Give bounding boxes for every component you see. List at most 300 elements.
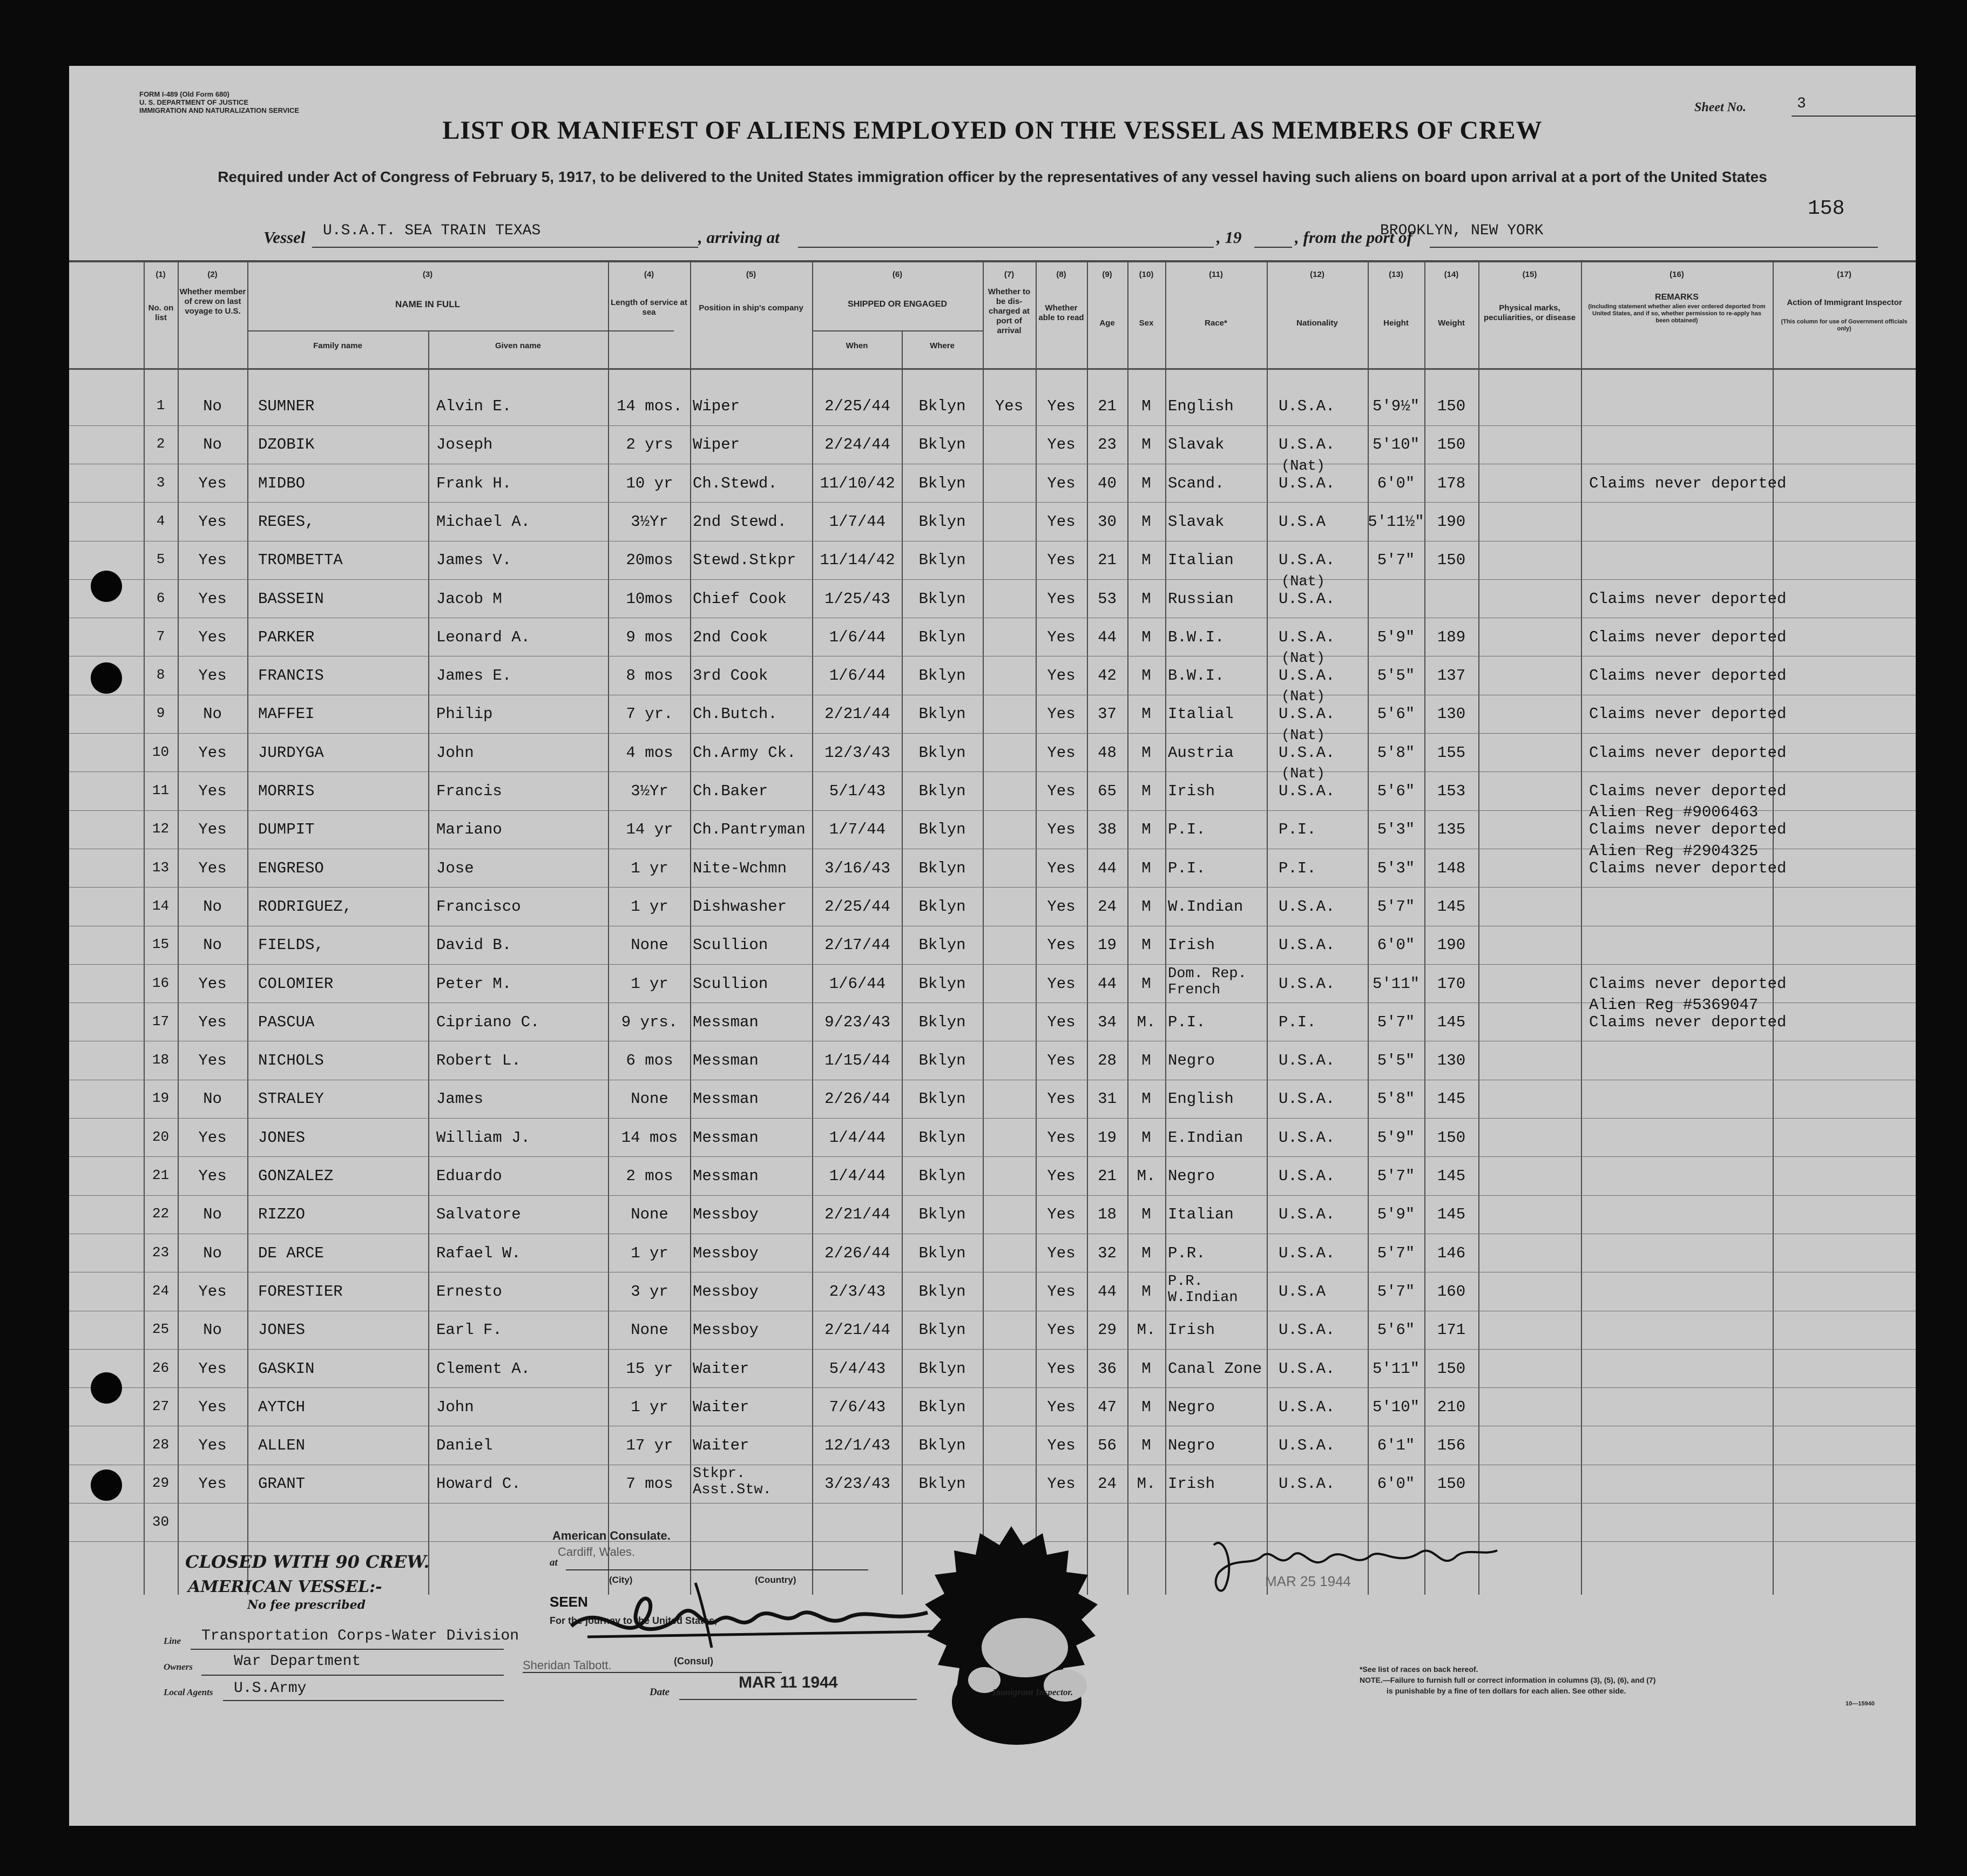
cell-nationality: U.S.A. [1279, 897, 1335, 916]
cell-given-name: William J. [436, 1128, 531, 1147]
cell-height: 5'7" [1377, 1013, 1415, 1031]
cell-when: 1/6/44 [829, 667, 886, 685]
col-divider [247, 261, 248, 1595]
cell-position: Messboy [693, 1244, 759, 1262]
cell-height: 5'7" [1377, 1244, 1415, 1262]
col-divider [1036, 261, 1037, 1595]
vessel-label: Vessel [263, 228, 306, 247]
cell-sex: M [1141, 436, 1151, 454]
cell-no: 1 [156, 397, 165, 414]
cell-height: 5'7" [1377, 551, 1415, 570]
cell-read: Yes [1047, 1282, 1076, 1301]
cell-position: 2nd Cook [693, 628, 768, 646]
cell-where: Bklyn [918, 705, 966, 723]
cell-nationality: U.S.A. [1279, 1052, 1335, 1070]
cell-nationality-note: (Nat) [1281, 766, 1326, 782]
cell-member: No [203, 1090, 222, 1108]
cell-sex: M [1141, 1282, 1151, 1301]
cell-given-name: James V. [436, 551, 512, 570]
cell-no: 18 [152, 1052, 170, 1068]
cell-where: Bklyn [918, 821, 966, 839]
cell-race: Negro [1168, 1167, 1215, 1185]
cell-when: 2/25/44 [824, 897, 890, 916]
cell-height: 5'7" [1377, 1167, 1415, 1185]
cell-weight: 150 [1437, 551, 1466, 570]
cell-member: No [203, 436, 222, 454]
consulate-label: American Consulate. [552, 1529, 671, 1542]
cell-race: P.I. [1168, 859, 1206, 877]
cell-when: 2/26/44 [824, 1244, 890, 1262]
cell-read: Yes [1047, 897, 1076, 916]
cell-length: 2 mos [626, 1167, 673, 1185]
cell-remarks: Claims never deported [1589, 1013, 1787, 1031]
cell-height: 5'7" [1377, 1282, 1415, 1301]
cell-weight: 137 [1437, 667, 1466, 685]
owners-label: Owners [164, 1662, 193, 1672]
cell-sex: M [1141, 1205, 1151, 1224]
cell-nationality-note: (Nat) [1281, 651, 1326, 667]
cell-length: 1 yr [631, 974, 668, 993]
cell-position: Chief Cook [693, 590, 787, 608]
cell-family-name: JURDYGA [258, 743, 324, 762]
cell-family-name: DZOBIK [258, 436, 315, 454]
cell-when: 2/3/43 [829, 1282, 886, 1301]
cell-where: Bklyn [918, 897, 966, 916]
cell-family-name: NICHOLS [258, 1052, 324, 1070]
cell-where: Bklyn [918, 1013, 966, 1031]
cell-nationality: U.S.A. [1279, 1205, 1335, 1224]
cell-given-name: Mariano [436, 821, 502, 839]
cell-age: 30 [1098, 512, 1117, 531]
cell-family-name: JONES [258, 1321, 306, 1339]
cell-height: 5'11" [1372, 1359, 1420, 1378]
date-label: Date [650, 1687, 670, 1698]
cell-read: Yes [1047, 1167, 1076, 1185]
cell-given-name: Jacob M [436, 590, 502, 608]
cell-where: Bklyn [918, 859, 966, 877]
consulate-at-label: at [550, 1557, 558, 1568]
page-subtitle: Required under Act of Congress of February 5, 1917, to be delivered to the United States immigration officer by the representatives of any vessel having such aliens on board upon arrival at a port of the United States [218, 168, 1767, 185]
col-number: (4) [644, 270, 654, 279]
cell-where: Bklyn [918, 551, 966, 570]
punch-hole [91, 1372, 122, 1404]
cell-when: 5/4/43 [829, 1359, 886, 1378]
cell-height: 5'6" [1377, 782, 1415, 800]
cell-length: 1 yr [631, 1398, 668, 1416]
col-divider [1478, 261, 1479, 1595]
cell-age: 21 [1098, 397, 1117, 415]
cell-family-name: GASKIN [258, 1359, 315, 1378]
cell-nationality: U.S.A. [1279, 1321, 1335, 1339]
header-position: Position in ship's company [699, 303, 803, 313]
cell-where: Bklyn [918, 397, 966, 415]
header-whether-member: Whether member of crew on last voyage to U.S. [179, 287, 246, 316]
col-divider [812, 261, 813, 1595]
cell-where: Bklyn [918, 1167, 966, 1185]
cell-read: Yes [1047, 1321, 1076, 1339]
col-divider [428, 330, 429, 1595]
punch-hole [91, 1469, 122, 1501]
cell-member: Yes [198, 1398, 227, 1416]
cell-age: 31 [1098, 1090, 1117, 1108]
cell-length: None [631, 1205, 668, 1224]
cell-read: Yes [1047, 512, 1076, 531]
cell-given-name: Salvatore [436, 1205, 521, 1224]
owners-value: War Department [234, 1653, 361, 1670]
cell-sex: M. [1137, 1321, 1156, 1339]
cell-nationality: U.S.A. [1279, 1244, 1335, 1262]
races-note: *See list of races on back hereof. [1360, 1665, 1478, 1674]
cell-age: 44 [1098, 1282, 1117, 1301]
cell-height: 5'9" [1377, 628, 1415, 646]
cell-member: No [203, 705, 222, 723]
cell-family-name: GRANT [258, 1475, 306, 1493]
consulate-city: Cardiff, Wales. [558, 1545, 636, 1559]
cell-weight: 156 [1437, 1437, 1466, 1455]
table-top-border [69, 260, 1916, 262]
cell-when: 2/21/44 [824, 1321, 890, 1339]
seen-stamp: SEEN [550, 1594, 588, 1610]
cell-age: 48 [1098, 743, 1117, 762]
city-label: (City) [609, 1575, 633, 1585]
cell-no: 14 [152, 897, 170, 914]
cell-member: No [203, 1321, 222, 1339]
cell-family-name: AYTCH [258, 1398, 306, 1416]
cell-nationality: U.S.A. [1279, 1128, 1335, 1147]
col-number: (6) [892, 270, 903, 279]
cell-nationality: U.S.A [1279, 1282, 1326, 1301]
cell-where: Bklyn [918, 1359, 966, 1378]
cell-race: Irish [1168, 1321, 1215, 1339]
year-label: , 19 [1216, 228, 1242, 247]
cell-position: Wiper [693, 397, 740, 415]
inspector-date: MAR 25 1944 [1265, 1573, 1351, 1589]
cell-given-name: James [436, 1090, 484, 1108]
cell-race: Slavak [1168, 436, 1225, 454]
cell-position: Ch.Baker [693, 782, 768, 800]
cell-position: Scullion [693, 936, 768, 954]
cell-family-name: FRANCIS [258, 667, 324, 685]
cell-given-name: Joseph [436, 436, 493, 454]
cell-no: 29 [152, 1475, 170, 1492]
inspector-label: Immigrant Inspector. [992, 1687, 1073, 1697]
cell-position: Ch.Army Ck. [693, 743, 796, 762]
cell-weight: 150 [1437, 1475, 1466, 1493]
cell-length: 17 yr [626, 1437, 673, 1455]
cell-family-name: FORESTIER [258, 1282, 343, 1301]
header-discharged: Whether to be dis-charged at port of arrival [988, 287, 1031, 335]
cell-family-name: PARKER [258, 628, 315, 646]
cell-given-name: Clement A. [436, 1359, 531, 1378]
line-value: Transportation Corps-Water Division [201, 1628, 519, 1644]
cell-age: 40 [1098, 474, 1117, 492]
cell-read: Yes [1047, 782, 1076, 800]
cell-race: Negro [1168, 1398, 1215, 1416]
name-subheader-line [247, 330, 674, 331]
cell-read: Yes [1047, 1090, 1076, 1108]
consul-date: MAR 11 1944 [739, 1674, 838, 1691]
cell-race: Dom. Rep. French [1168, 965, 1247, 998]
cell-age: 21 [1098, 551, 1117, 570]
cell-family-name: GONZALEZ [258, 1167, 334, 1185]
cell-discharged: Yes [995, 397, 1024, 415]
cell-height: 5'6" [1377, 705, 1415, 723]
cell-read: Yes [1047, 397, 1076, 415]
cell-family-name: DE ARCE [258, 1244, 324, 1262]
print-code: 10—15940 [1846, 1701, 1875, 1707]
cell-weight: 148 [1437, 859, 1466, 877]
cell-position: Messman [693, 1167, 759, 1185]
cell-length: 2 yrs [626, 436, 673, 454]
cell-nationality: U.S.A. [1279, 1398, 1335, 1416]
cell-no: 4 [156, 512, 165, 529]
row-divider [69, 771, 1916, 772]
cell-member: Yes [198, 474, 227, 492]
cell-weight: 178 [1437, 474, 1466, 492]
cell-where: Bklyn [918, 1282, 966, 1301]
cell-given-name: Daniel [436, 1437, 493, 1455]
cell-no: 20 [152, 1128, 170, 1145]
stamp-number: 158 [1808, 197, 1845, 220]
cell-where: Bklyn [918, 1090, 966, 1108]
cell-remarks: Claims never deported [1589, 859, 1787, 877]
cell-height: 5'9½" [1372, 397, 1420, 415]
cell-sex: M [1141, 551, 1151, 570]
cell-length: 6 mos [626, 1052, 673, 1070]
cell-no: 28 [152, 1437, 170, 1453]
cell-no: 7 [156, 628, 165, 645]
cell-no: 17 [152, 1013, 170, 1030]
col-number: (5) [746, 270, 756, 279]
cell-weight: 170 [1437, 974, 1466, 993]
cell-position: Wiper [693, 436, 740, 454]
cell-family-name: RIZZO [258, 1205, 306, 1224]
cell-length: 1 yr [631, 897, 668, 916]
cell-weight: 153 [1437, 782, 1466, 800]
cell-sex: M [1141, 1359, 1151, 1378]
cell-member: Yes [198, 821, 227, 839]
cell-position: Waiter [693, 1437, 749, 1455]
cell-family-name: STRALEY [258, 1090, 324, 1108]
cell-no: 30 [152, 1513, 170, 1530]
cell-height: 6'0" [1377, 936, 1415, 954]
header-given-name: Given name [495, 341, 542, 350]
sheet-label: Sheet No. [1694, 100, 1746, 114]
cell-height: 5'3" [1377, 821, 1415, 839]
cell-read: Yes [1047, 821, 1076, 839]
cell-nationality: U.S.A. [1279, 1475, 1335, 1493]
cell-no: 5 [156, 551, 165, 568]
cell-sex: M [1141, 512, 1151, 531]
col-number: (10) [1139, 270, 1154, 279]
cell-where: Bklyn [918, 936, 966, 954]
cell-nationality: U.S.A. [1279, 1437, 1335, 1455]
cell-length: 10 yr [626, 474, 673, 492]
cell-nationality: U.S.A. [1279, 743, 1335, 762]
cell-when: 11/14/42 [820, 551, 895, 570]
cell-where: Bklyn [918, 974, 966, 993]
cell-age: 18 [1098, 1205, 1117, 1224]
cell-position: Stewd.Stkpr [693, 551, 796, 570]
cell-when: 1/4/44 [829, 1128, 886, 1147]
cell-no: 27 [152, 1398, 170, 1414]
from-label: , from the port of [1295, 228, 1412, 247]
cell-length: 14 mos [621, 1128, 678, 1147]
cell-height: 5'10" [1372, 1398, 1420, 1416]
cell-read: Yes [1047, 705, 1076, 723]
header-where: Where [930, 341, 955, 350]
cell-sex: M [1141, 705, 1151, 723]
cell-member: Yes [198, 667, 227, 685]
cell-where: Bklyn [918, 474, 966, 492]
cell-height: 5'9" [1377, 1128, 1415, 1147]
cell-age: 28 [1098, 1052, 1117, 1070]
row-divider [69, 425, 1916, 426]
cell-position: Messboy [693, 1321, 759, 1339]
col-divider [144, 261, 145, 1595]
cell-position: Messman [693, 1013, 759, 1031]
cell-given-name: James E. [436, 667, 512, 685]
cell-sex: M [1141, 743, 1151, 762]
cell-position: 3rd Cook [693, 667, 768, 685]
cell-age: 24 [1098, 897, 1117, 916]
row-divider [69, 502, 1916, 503]
cell-race: Slavak [1168, 512, 1225, 531]
cell-read: Yes [1047, 936, 1076, 954]
col-divider [1267, 261, 1268, 1595]
cell-sex: M [1141, 667, 1151, 685]
cell-member: Yes [198, 551, 227, 570]
cell-no: 12 [152, 821, 170, 837]
col-number: (14) [1444, 270, 1459, 279]
cell-race: Russian [1168, 590, 1234, 608]
cell-age: 23 [1098, 436, 1117, 454]
cell-no: 11 [152, 782, 170, 798]
cell-position: Waiter [693, 1398, 749, 1416]
cell-nationality: U.S.A. [1279, 551, 1335, 570]
header-when: When [846, 341, 868, 350]
cell-position: Ch.Stewd. [693, 474, 778, 492]
cell-when: 11/10/42 [820, 474, 895, 492]
agents-label: Local Agents [164, 1687, 213, 1697]
cell-given-name: Philip [436, 705, 493, 723]
cell-race: Italian [1168, 551, 1234, 570]
col-number: (13) [1389, 270, 1403, 279]
row-divider [69, 964, 1916, 965]
cell-race: P.I. [1168, 1013, 1206, 1031]
cell-remarks: Claims never deported [1589, 782, 1787, 800]
cell-nationality: U.S.A. [1279, 667, 1335, 685]
cell-given-name: Alvin E. [436, 397, 512, 415]
cell-age: 19 [1098, 1128, 1117, 1147]
cell-given-name: John [436, 743, 474, 762]
cell-race: English [1168, 1090, 1234, 1108]
cell-member: Yes [198, 1013, 227, 1031]
col-divider [1165, 261, 1166, 1595]
cell-sex: M [1141, 628, 1151, 646]
cell-position: Scullion [693, 974, 768, 993]
consular-seal [903, 1523, 1119, 1756]
cell-sex: M [1141, 1128, 1151, 1147]
cell-where: Bklyn [918, 1244, 966, 1262]
col-divider [1581, 261, 1582, 1595]
cell-when: 1/4/44 [829, 1167, 886, 1185]
col-divider [178, 261, 179, 1595]
cell-when: 1/7/44 [829, 512, 886, 531]
cell-sex: M [1141, 1244, 1151, 1262]
owners-underline [201, 1675, 504, 1676]
journey-note: For the journey to the United States, [550, 1615, 718, 1626]
cell-position: Waiter [693, 1359, 749, 1378]
manifest-sheet [69, 66, 1916, 1826]
cell-no: 19 [152, 1090, 170, 1107]
cell-race: Italial [1168, 705, 1234, 723]
cell-length: 10mos [626, 590, 673, 608]
cell-when: 3/16/43 [824, 859, 890, 877]
cell-no: 16 [152, 974, 170, 991]
cell-family-name: JONES [258, 1128, 306, 1147]
cell-where: Bklyn [918, 1052, 966, 1070]
col-divider [1773, 261, 1774, 1595]
cell-weight: 155 [1437, 743, 1466, 762]
cell-position: 2nd Stewd. [693, 512, 787, 531]
cell-age: 36 [1098, 1359, 1117, 1378]
cell-weight: 145 [1437, 1167, 1466, 1185]
col-number: (2) [207, 270, 218, 279]
cell-weight: 145 [1437, 897, 1466, 916]
cell-alien-reg: Alien Reg #5369047 [1589, 995, 1759, 1014]
closed-note: CLOSED WITH 90 CREW. [185, 1552, 430, 1572]
cell-read: Yes [1047, 551, 1076, 570]
cell-member: Yes [198, 1437, 227, 1455]
col-number: (12) [1310, 270, 1324, 279]
cell-member: No [203, 936, 222, 954]
cell-weight: 190 [1437, 512, 1466, 531]
cell-when: 9/23/43 [824, 1013, 890, 1031]
cell-height: 5'11" [1372, 974, 1420, 993]
header-weight: Weight [1438, 319, 1465, 328]
cell-age: 38 [1098, 821, 1117, 839]
row-divider [69, 1156, 1916, 1157]
consul-label: (Consul) [674, 1656, 713, 1667]
cell-length: None [631, 1090, 668, 1108]
date-line [679, 1699, 917, 1700]
cell-where: Bklyn [918, 1475, 966, 1493]
cell-weight: 150 [1437, 436, 1466, 454]
cell-when: 12/1/43 [824, 1437, 890, 1455]
punch-hole [91, 662, 122, 694]
cell-nationality: P.I. [1279, 859, 1316, 877]
cell-read: Yes [1047, 436, 1076, 454]
cell-race: Irish [1168, 936, 1215, 954]
col-number: (1) [156, 270, 166, 279]
cell-when: 2/21/44 [824, 1205, 890, 1224]
line-underline [191, 1649, 504, 1650]
cell-nationality: U.S.A. [1279, 628, 1335, 646]
cell-member: Yes [198, 974, 227, 993]
cell-position: Messboy [693, 1205, 759, 1224]
cell-age: 19 [1098, 936, 1117, 954]
cell-length: 1 yr [631, 1244, 668, 1262]
cell-family-name: ALLEN [258, 1437, 306, 1455]
cell-given-name: Howard C. [436, 1475, 521, 1493]
cell-height: 5'3" [1377, 859, 1415, 877]
cell-age: 37 [1098, 705, 1117, 723]
row-divider [69, 1195, 1916, 1196]
cell-height: 6'1" [1377, 1437, 1415, 1455]
arriving-label: , arriving at [698, 228, 780, 247]
cell-weight: 189 [1437, 628, 1466, 646]
